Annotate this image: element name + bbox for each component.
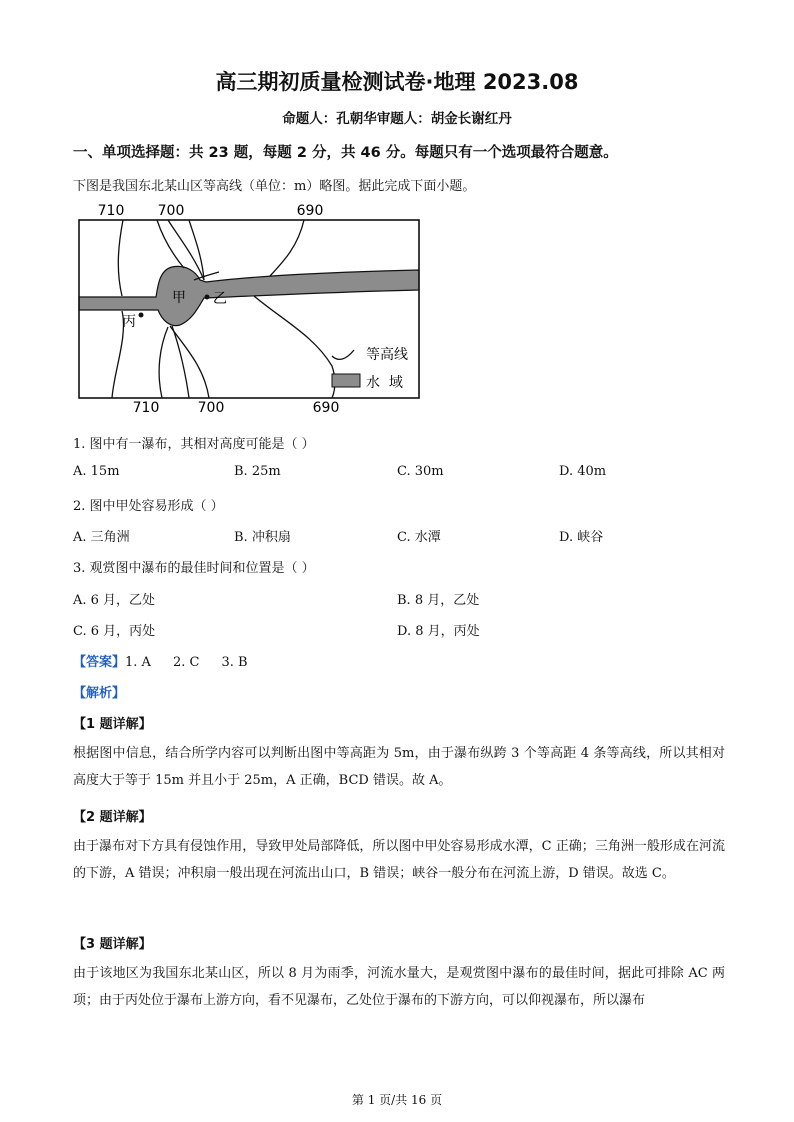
contour-label-top-690: 690 [296,203,324,219]
q2-option-d: D. 峡谷 [559,530,604,545]
question-2-stem: 2. 图中甲处容易形成（ ） [73,499,224,514]
detail-2-heading: 【2 题详解】 [73,810,152,825]
detail-3-heading: 【3 题详解】 [73,937,152,952]
contour-label-bottom-690: 690 [312,400,340,416]
answer-label: 【答案】 [73,655,126,670]
place-bing: 丙 [122,314,136,330]
question-1-stem: 1. 图中有一瀑布，其相对高度可能是（ ） [73,437,315,452]
legend-contour-symbol [332,350,354,359]
contour-label-bottom-710: 710 [132,400,160,416]
exam-authors: 命题人：孔朝华审题人：胡金长谢红丹 [282,111,512,127]
section-heading: 一、单项选择题：共 23 题，每题 2 分，共 46 分。每题只有一个选项最符合题意。 [73,145,618,161]
legend-water-label: 水 域 [366,375,403,391]
contour-label-top-710: 710 [97,203,125,219]
answer-line [73,651,248,670]
detail-1-heading: 【1 题详解】 [73,717,152,732]
place-yi-dot [205,295,210,300]
page-number: 第 1 页/共 16 页 [351,1093,443,1107]
legend-water-symbol [332,374,360,387]
q3-option-b: B. 8 月，乙处 [397,593,480,608]
q3-option-a: A. 6 月，乙处 [73,593,156,608]
q3-option-c: C. 6 月，丙处 [73,624,156,639]
place-bing-dot [139,313,144,318]
answer-1: 1. A [125,655,151,670]
q2-option-a: A. 三角洲 [73,530,130,545]
detail-2-text: 由于瀑布对下方具有侵蚀作用，导致甲处局部降低，所以图中甲处容易形成水潭，C 正确；三角洲一般形成在河流的下游，A 错误；冲积扇一般出现在河流出山口，B 错误；峡谷一般分布在河流上游，D 错误。故选 C。 [73,839,725,881]
q2-option-b: B. 冲积扇 [234,530,291,545]
question-intro: 下图是我国东北某山区等高线（单位：m）略图。据此完成下面小题。 [73,179,476,194]
answer-2: 2. C [172,655,200,670]
legend-contour-label: 等高线 [366,347,408,363]
page-title: 高三期初质量检测试卷·地理 2023.08 [215,70,579,94]
q1-option-d: D. 40m [559,464,607,479]
place-yi: 乙 [213,291,227,307]
contour-label-top-700: 700 [157,203,185,219]
q1-option-c: C. 30m [397,464,444,479]
q3-option-d: D. 8 月，丙处 [397,624,480,639]
contour-map [74,196,424,416]
answer-3: 3. B [221,655,248,670]
detail-1-text: 根据图中信息，结合所学内容可以判断出图中等高距为 5m，由于瀑布纵跨 3 个等高距 4 条等高线，所以其相对高度大于等于 15m 并且小于 25m，A 正确，BCD 错误。故 A。 [73,746,725,788]
question-3-stem: 3. 观赏图中瀑布的最佳时间和位置是（ ） [73,561,315,576]
q1-option-a: A. 15m [73,464,120,479]
place-jia: 甲 [172,290,186,306]
q2-option-c: C. 水潭 [397,530,441,545]
detail-3-text: 由于该地区为我国东北某山区，所以 8 月为雨季，河流水量大，是观赏图中瀑布的最佳时间，据此可排除 AC 两项；由于丙处位于瀑布上游方向，看不见瀑布，乙处位于瀑布的下游方向，可以仰视瀑布，所以瀑布 [73,966,725,1008]
contour-label-bottom-700: 700 [197,400,225,416]
q1-option-b: B. 25m [234,464,281,479]
analysis-label: 【解析】 [73,686,126,701]
